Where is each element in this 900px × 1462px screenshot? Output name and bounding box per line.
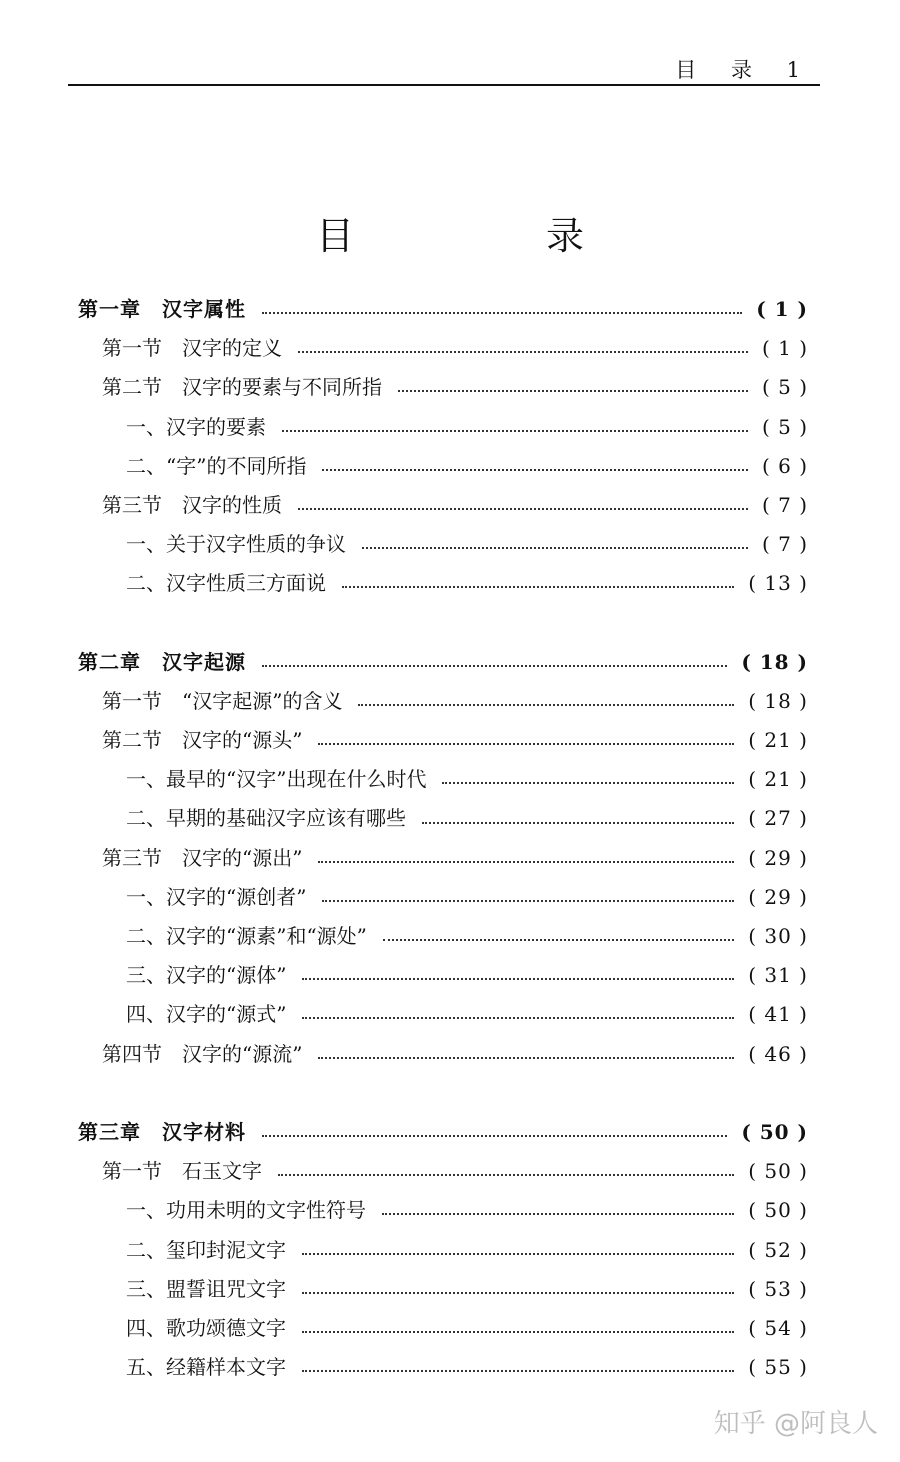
toc-entry-item <box>78 760 808 799</box>
running-header-text: 目 录 1 <box>675 58 814 82</box>
toc-entry-label: 第二节 汉字的要素与不同所指 <box>102 375 382 400</box>
dot-leader <box>442 781 734 784</box>
toc-entry-label: 五、经籍样本文字 <box>126 1355 286 1380</box>
toc-entry-page: ( 5 ) <box>761 375 808 400</box>
toc-entry-section <box>78 1035 808 1074</box>
dot-leader <box>322 468 748 471</box>
toc-entry-label: 二、“字”的不同所指 <box>126 453 307 478</box>
dot-leader <box>262 664 727 667</box>
toc-entry-label: 三、盟誓诅咒文字 <box>126 1276 286 1301</box>
toc-entry-page: ( 7 ) <box>761 532 808 557</box>
dot-leader <box>278 1173 734 1176</box>
toc-entry-label: 一、最早的“汉字”出现在什么时代 <box>126 767 427 792</box>
toc-entry-page: ( 18 ) <box>741 649 808 674</box>
dot-leader <box>298 507 748 510</box>
dot-leader <box>302 1016 734 1019</box>
running-header <box>68 44 820 86</box>
dot-leader <box>382 1212 734 1215</box>
toc-entry-page: ( 50 ) <box>748 1198 808 1223</box>
dot-leader <box>302 1291 734 1294</box>
toc-entry-label: 三、汉字的“源体” <box>126 963 287 988</box>
toc-entry-label: 二、汉字的“源素”和“源处” <box>126 924 367 948</box>
toc-entry-item <box>78 1231 808 1270</box>
toc-entry-item <box>78 447 808 486</box>
toc-entry-label: 一、汉字的“源创者” <box>126 884 307 909</box>
dot-leader <box>302 1252 734 1255</box>
dot-leader <box>262 1134 727 1137</box>
toc-entry-label: 第三节 汉字的性质 <box>102 492 282 517</box>
toc-entry-label: 第二章 汉字起源 <box>78 649 246 674</box>
watermark: 知乎 @阿良人 <box>713 1409 878 1439</box>
toc-entry-label: 一、汉字的要素 <box>126 414 266 439</box>
toc-entry-label: 第一节 石玉文字 <box>102 1159 262 1184</box>
toc-entry-item <box>78 408 808 447</box>
toc-entry-section <box>78 682 808 721</box>
dot-leader <box>342 585 734 588</box>
toc-entry-section <box>78 329 808 368</box>
toc-entry-page: ( 29 ) <box>748 884 808 909</box>
toc-entry-label: 一、功用未明的文字性符号 <box>126 1198 366 1223</box>
toc-entry-item <box>78 525 808 564</box>
dot-leader <box>282 429 748 432</box>
toc-entry-section <box>78 839 808 878</box>
toc-entry-label: 第一节 “汉字起源”的含义 <box>102 688 343 713</box>
toc-entry-page: ( 1 ) <box>756 297 808 321</box>
toc-entry-page: ( 30 ) <box>748 924 808 948</box>
toc-entry-label: 四、歌功颂德文字 <box>126 1315 286 1340</box>
dot-leader <box>298 350 748 353</box>
toc-entry-chapter <box>78 643 808 682</box>
toc-entry-item <box>78 1191 808 1230</box>
toc-entry-label: 二、汉字性质三方面说 <box>126 571 326 596</box>
toc-entry-item <box>78 564 808 603</box>
toc-entry-page: ( 46 ) <box>748 1041 808 1066</box>
dot-leader <box>383 938 734 941</box>
dot-leader <box>398 389 748 392</box>
toc-entry-item <box>78 1348 808 1387</box>
toc-entry-item <box>78 995 808 1034</box>
toc-entry-item <box>78 878 808 917</box>
dot-leader <box>318 1056 734 1059</box>
chapter-gap <box>78 604 808 643</box>
table-of-contents <box>78 290 808 1387</box>
toc-entry-label: 第一节 汉字的定义 <box>102 336 282 361</box>
toc-entry-page: ( 52 ) <box>748 1237 808 1262</box>
toc-entry-page: ( 13 ) <box>748 571 808 596</box>
dot-leader <box>318 742 734 745</box>
toc-entry-section <box>78 368 808 407</box>
toc-entry-item <box>78 1309 808 1348</box>
dot-leader <box>422 821 734 824</box>
toc-entry-page: ( 6 ) <box>761 453 808 478</box>
toc-entry-page: ( 7 ) <box>761 492 808 517</box>
toc-entry-page: ( 5 ) <box>761 414 808 439</box>
dot-leader <box>318 860 734 863</box>
toc-entry-item <box>78 1270 808 1309</box>
dot-leader <box>362 546 748 549</box>
header-rule <box>68 84 820 86</box>
chapter-gap <box>78 1074 808 1113</box>
page-title: 目 录 <box>315 214 675 258</box>
dot-leader <box>302 1330 734 1333</box>
toc-entry-label: 第三章 汉字材料 <box>78 1119 246 1144</box>
toc-entry-page: ( 54 ) <box>748 1315 808 1340</box>
toc-entry-page: ( 50 ) <box>748 1159 808 1184</box>
toc-entry-page: ( 29 ) <box>748 845 808 870</box>
toc-entry-item <box>78 799 808 838</box>
toc-entry-label: 二、早期的基础汉字应该有哪些 <box>126 806 406 831</box>
toc-entry-page: ( 50 ) <box>741 1119 808 1144</box>
dot-leader <box>358 703 734 706</box>
toc-entry-label: 四、汉字的“源式” <box>126 1002 287 1027</box>
toc-entry-label: 第二节 汉字的“源头” <box>102 728 303 753</box>
dot-leader <box>302 977 734 980</box>
toc-entry-page: ( 21 ) <box>748 728 808 753</box>
dot-leader <box>302 1369 734 1372</box>
toc-entry-page: ( 21 ) <box>748 767 808 792</box>
toc-entry-label: 第三节 汉字的“源出” <box>102 845 303 870</box>
toc-entry-label: 第一章 汉字属性 <box>78 297 246 321</box>
toc-entry-page: ( 55 ) <box>748 1355 808 1380</box>
toc-entry-page: ( 53 ) <box>748 1276 808 1301</box>
toc-entry-page: ( 1 ) <box>761 336 808 361</box>
dot-leader <box>262 311 742 314</box>
toc-entry-label: 二、玺印封泥文字 <box>126 1237 286 1262</box>
toc-entry-item <box>78 917 808 956</box>
toc-entry-chapter <box>78 1113 808 1152</box>
toc-entry-page: ( 31 ) <box>748 963 808 988</box>
toc-entry-label: 一、关于汉字性质的争议 <box>126 532 346 557</box>
toc-entry-page: ( 18 ) <box>748 688 808 713</box>
toc-entry-chapter <box>78 290 808 329</box>
toc-entry-section <box>78 1152 808 1191</box>
toc-entry-section <box>78 486 808 525</box>
toc-entry-page: ( 27 ) <box>748 806 808 831</box>
toc-entry-label: 第四节 汉字的“源流” <box>102 1041 303 1066</box>
toc-entry-page: ( 41 ) <box>748 1002 808 1027</box>
dot-leader <box>322 899 734 902</box>
toc-entry-section <box>78 721 808 760</box>
toc-entry-item <box>78 956 808 995</box>
